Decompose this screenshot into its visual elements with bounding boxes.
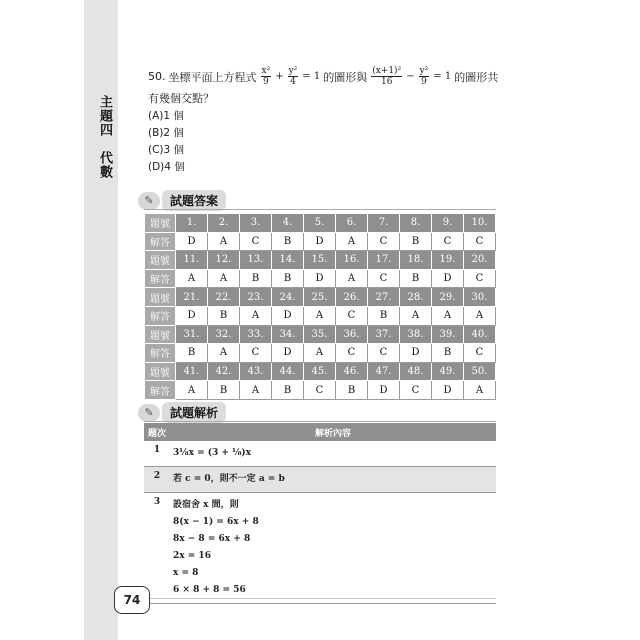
answer-cell: C (240, 232, 272, 251)
answer-cell: C (464, 232, 496, 251)
question-number-cell: 15. (304, 251, 336, 270)
question-number-cell: 46. (336, 362, 368, 381)
pen-icon: ✎ (138, 404, 160, 422)
solution-step: 3⅛x = (3 + ⅛)x (173, 448, 252, 458)
col-no-header: 題次 (144, 423, 170, 441)
answer-cell: A (304, 306, 336, 325)
answer-cell: C (464, 344, 496, 363)
pen-icon: ✎ (138, 192, 160, 210)
answer-cell: A (176, 381, 208, 400)
answer-cell: A (304, 344, 336, 363)
answer-cell: A (336, 269, 368, 288)
row-label: 題號 (145, 214, 176, 233)
answer-cell: D (432, 381, 464, 400)
answer-cell: B (368, 306, 400, 325)
question-number-cell: 45. (304, 362, 336, 381)
row-label: 題號 (145, 288, 176, 307)
answers-heading (138, 190, 226, 211)
question-number-cell: 26. (336, 288, 368, 307)
answer-cell: A (464, 381, 496, 400)
number-row (145, 214, 496, 233)
answer-cell: B (272, 269, 304, 288)
answer-cell: B (240, 269, 272, 288)
answer-cell: B (400, 269, 432, 288)
number-row (145, 251, 496, 270)
answers-title: 試題答案 (162, 190, 226, 211)
solution-step: 6 × 8 + 8 = 56 (173, 585, 246, 595)
explanation-row (144, 467, 496, 493)
answer-row (145, 381, 496, 400)
question-number-cell: 17. (368, 251, 400, 270)
question-number-cell: 35. (304, 325, 336, 344)
row-label: 題號 (145, 362, 176, 381)
solution-step: 若 c = 0，則不一定 a = b (173, 474, 285, 484)
question-50 (148, 66, 528, 174)
question-line-2: 有幾個交點？ (148, 92, 214, 105)
question-number-cell: 20. (464, 251, 496, 270)
chapter-title: 主題四 代數 (97, 95, 112, 179)
question-number-cell: 7. (368, 214, 400, 233)
answer-row (145, 344, 496, 363)
answer-cell: A (176, 269, 208, 288)
answer-cell: D (432, 269, 464, 288)
solution-step: 8(x − 1) = 6x + 8 (173, 517, 259, 527)
question-number-cell: 29. (432, 288, 464, 307)
answer-cell: B (400, 232, 432, 251)
answer-cell: C (336, 306, 368, 325)
question-number-cell: 33. (240, 325, 272, 344)
question-number-cell: 39. (432, 325, 464, 344)
choice-c: (C)3 個 (148, 144, 185, 156)
fraction: $\frac{\text{y²}}{4}$ (288, 66, 298, 87)
question-number-cell: 27. (368, 288, 400, 307)
answer-cell: A (240, 381, 272, 400)
row-label: 解答 (145, 381, 176, 400)
question-prefix: 坐標平面上方程式 (168, 70, 257, 84)
question-number-cell: 41. (176, 362, 208, 381)
question-number-cell: 14. (272, 251, 304, 270)
answer-cell: D (304, 232, 336, 251)
question-number-cell: 49. (432, 362, 464, 381)
item-number: 2 (144, 467, 170, 493)
row-label: 解答 (145, 344, 176, 363)
answer-cell: C (432, 232, 464, 251)
divider (144, 209, 496, 210)
question-number-cell: 5. (304, 214, 336, 233)
question-mid: 的圖形與 (323, 70, 368, 84)
answer-cell: D (304, 269, 336, 288)
question-number-cell: 50. (464, 362, 496, 381)
fraction: $\frac{\text{y²}}{9}$ (419, 66, 429, 87)
choice-d: (D)4 個 (148, 161, 185, 173)
answer-cell: C (464, 269, 496, 288)
question-number-cell: 47. (368, 362, 400, 381)
answer-cell: D (368, 381, 400, 400)
fraction: $\frac{\text{x²}}{9}$ (261, 66, 271, 87)
question-number-cell: 28. (400, 288, 432, 307)
question-number-cell: 11. (176, 251, 208, 270)
choice-b: (B)2 個 (148, 127, 184, 139)
fraction: $\frac{\text{(x+1)²}}{16}$ (372, 66, 402, 87)
question-number-cell: 24. (272, 288, 304, 307)
answer-cell: C (240, 344, 272, 363)
question-number-cell: 32. (208, 325, 240, 344)
answer-cell: C (368, 232, 400, 251)
footer-rule (150, 598, 496, 599)
explanation-content (170, 467, 496, 493)
question-number-cell: 25. (304, 288, 336, 307)
answer-cell: A (240, 306, 272, 325)
question-number: 50. (148, 70, 166, 83)
page-number: 74 (114, 586, 150, 614)
question-number-cell: 48. (400, 362, 432, 381)
question-number-cell: 13. (240, 251, 272, 270)
question-suffix: 的圖形共 (454, 70, 499, 84)
row-label: 解答 (145, 269, 176, 288)
answer-cell: D (272, 344, 304, 363)
answer-row (145, 232, 496, 251)
question-number-cell: 43. (240, 362, 272, 381)
answer-table (144, 213, 496, 400)
answer-cell: A (464, 306, 496, 325)
answer-cell: D (176, 306, 208, 325)
answer-row (145, 269, 496, 288)
row-label: 解答 (145, 306, 176, 325)
question-number-cell: 21. (176, 288, 208, 307)
answer-cell: C (336, 344, 368, 363)
question-number-cell: 10. (464, 214, 496, 233)
question-number-cell: 16. (336, 251, 368, 270)
question-number-cell: 40. (464, 325, 496, 344)
answer-cell: B (272, 381, 304, 400)
answer-cell: A (208, 232, 240, 251)
answer-cell: A (400, 306, 432, 325)
explanation-table (144, 423, 496, 604)
answer-cell: C (400, 381, 432, 400)
number-row (145, 288, 496, 307)
answer-row (145, 306, 496, 325)
number-row (145, 362, 496, 381)
question-number-cell: 22. (208, 288, 240, 307)
answer-cell: A (432, 306, 464, 325)
row-label: 題號 (145, 251, 176, 270)
row-label: 解答 (145, 232, 176, 251)
question-number-cell: 1. (176, 214, 208, 233)
question-number-cell: 42. (208, 362, 240, 381)
question-number-cell: 12. (208, 251, 240, 270)
answer-cell: B (272, 232, 304, 251)
explanation-content (170, 441, 496, 467)
solution-step: 8x − 8 = 6x + 8 (173, 534, 251, 544)
question-number-cell: 34. (272, 325, 304, 344)
answer-cell: A (336, 232, 368, 251)
explanation-row (144, 493, 496, 604)
answer-cell: B (176, 344, 208, 363)
question-number-cell: 9. (432, 214, 464, 233)
question-number-cell: 30. (464, 288, 496, 307)
question-number-cell: 18. (400, 251, 432, 270)
number-row (145, 325, 496, 344)
solution-step: 2x = 16 (173, 551, 211, 561)
answer-cell: B (208, 306, 240, 325)
solution-step: 設宿舍 x 間，則 (173, 500, 239, 510)
answer-cell: C (368, 269, 400, 288)
question-number-cell: 6. (336, 214, 368, 233)
question-line: 50. 坐標平面上方程式 $\frac{\text{x²}}{9}$ + $\frac{\text{y²}}{4}$ = 1 的圖形與 $\frac{\text{(x+1)²}}{16}$ − $\frac{\text{y²}}{9}$ = 1 的圖形共 (148, 66, 499, 87)
answer-cell: D (400, 344, 432, 363)
answer-cell: A (208, 344, 240, 363)
answer-cell: B (432, 344, 464, 363)
item-number: 3 (144, 493, 170, 604)
solution-step: x = 8 (173, 568, 199, 578)
question-number-cell: 3. (240, 214, 272, 233)
explanation-row (144, 441, 496, 467)
choice-a: (A)1 個 (148, 110, 184, 122)
divider (144, 421, 496, 422)
question-number-cell: 19. (432, 251, 464, 270)
col-content-header: 解析內容 (170, 423, 496, 441)
question-number-cell: 31. (176, 325, 208, 344)
question-number-cell: 36. (336, 325, 368, 344)
question-number-cell: 4. (272, 214, 304, 233)
answer-cell: C (368, 344, 400, 363)
row-label: 題號 (145, 325, 176, 344)
question-number-cell: 2. (208, 214, 240, 233)
item-number: 1 (144, 441, 170, 467)
question-number-cell: 44. (272, 362, 304, 381)
question-number-cell: 8. (400, 214, 432, 233)
question-number-cell: 37. (368, 325, 400, 344)
explanation-heading (138, 402, 226, 423)
explanation-title: 試題解析 (162, 402, 226, 423)
question-number-cell: 23. (240, 288, 272, 307)
answer-cell: B (208, 381, 240, 400)
answer-cell: D (272, 306, 304, 325)
question-number-cell: 38. (400, 325, 432, 344)
answer-cell: B (336, 381, 368, 400)
answer-cell: D (176, 232, 208, 251)
answer-cell: C (304, 381, 336, 400)
explanation-content (170, 493, 496, 604)
answer-cell: A (208, 269, 240, 288)
